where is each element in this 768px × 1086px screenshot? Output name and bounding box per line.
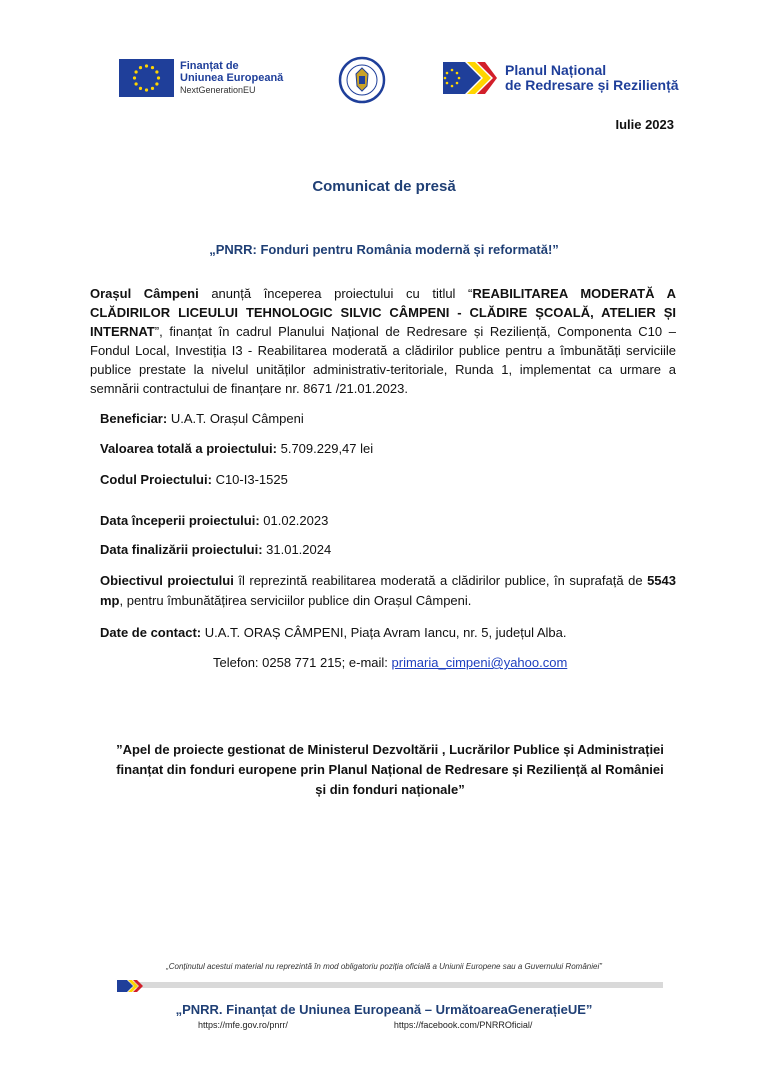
footer-link-facebook[interactable]: https://facebook.com/PNRROficial/ (393, 1020, 533, 1030)
contact-address: U.A.T. ORAȘ CÂMPENI, Piața Avram Iancu, nr. 5, județul Alba. (201, 625, 567, 640)
page-subtitle: „PNRR: Fonduri pentru România modernă și reformată!” (209, 242, 559, 257)
field-label: Beneficiar: (100, 411, 168, 426)
footer-link-mfe[interactable]: https://mfe.gov.ro/pnrr/ (198, 1020, 288, 1030)
field-cod (100, 471, 288, 489)
phone-line (213, 655, 567, 670)
eu-funding-logo (119, 59, 283, 97)
footer-slogan: „PNRR. Finanțat de Uniunea Europeană – UrmătoareaGenerațieUE” (175, 1002, 593, 1017)
pnrr-flag-icon (443, 62, 497, 94)
intro-town: Orașul Câmpeni (90, 286, 199, 301)
field-label: Valoarea totală a proiectului: (100, 441, 277, 456)
pnrr-logo-line2: de Redresare și Reziliență (505, 77, 679, 93)
intro-paragraph (90, 284, 676, 398)
field-label: Data începerii proiectului: (100, 513, 260, 528)
intro-text1: anunță începerea proiectului cu titlul “ (198, 286, 473, 301)
objective-text2: , pentru îmbunătățirea serviciilor publice din Orașul Câmpeni. (119, 593, 472, 608)
eu-logo-line3: NextGenerationEU (180, 85, 256, 95)
objective-text1: îl reprezintă reabilitarea moderată a clădirilor publice, în suprafață de (233, 573, 648, 588)
objective-paragraph (100, 571, 676, 611)
field-value: 5.709.229,47 lei (277, 441, 374, 456)
appeal-statement: ”Apel de proiecte gestionat de Ministerul Dezvoltării , Lucrărilor Publice și Administrației finanțat din fonduri europene prin Planul Național de Redresare și Reziliență al României și din fonduri naționale” (116, 742, 664, 797)
eu-flag-icon (119, 59, 174, 97)
field-label: Data finalizării proiectului: (100, 542, 263, 557)
footer-links (198, 1020, 532, 1030)
page-title: Comunicat de presă (312, 178, 456, 195)
email-link[interactable]: primaria_cimpeni@yahoo.com (391, 655, 568, 670)
document-date: Iulie 2023 (615, 117, 674, 132)
field-value: U.A.T. Orașul Câmpeni (167, 411, 304, 426)
field-start (100, 512, 328, 530)
intro-text2: ”, finanțat în cadrul Planului Național de Redresare și Reziliență, Componenta C10 – Fondul Local, Investiția I3 - Reabilitarea moderată a clădirilor publice pentru a îmbunătăți serviciile publice prestate la nivelul unităților administrativ-teritoriale, Runda 1, implementat ca urmare a semnării contractului de finanțare nr. 8671 /21.01.2023. (90, 324, 676, 396)
objective-area: 5543 mp (100, 573, 676, 608)
objective-label: Obiectivul proiectului (100, 573, 234, 588)
intro-project-title: REABILITAREA MODERATĂ A CLĂDIRILOR LICEULUI TEHNOLOGIC SILVIC CÂMPENI - CLĂDIRE ȘCOALĂ, ATELIER ȘI INTERNAT (90, 286, 676, 339)
field-valoare (100, 440, 373, 458)
eu-logo-line2: Uniunea Europeană (180, 72, 284, 84)
contact-label: Date de contact: (100, 625, 202, 640)
footer-disclaimer: „Conținutul acestui material nu reprezintă în mod obligatoriu poziția oficială a Uniunii Europene sau a Guvernului României” (166, 962, 602, 971)
field-beneficiar (100, 410, 304, 428)
romanian-government-seal-icon (338, 56, 386, 104)
contact-line (100, 625, 567, 640)
field-end (100, 541, 331, 559)
field-label: Codul Proiectului: (100, 472, 212, 487)
footer-flag-icon (117, 979, 143, 991)
footer-divider (119, 982, 663, 988)
field-value: 01.02.2023 (259, 513, 329, 528)
phone-text: Telefon: 0258 771 215; e-mail: (213, 655, 392, 670)
pnrr-logo (443, 62, 679, 94)
field-value: C10-I3-1525 (211, 472, 288, 487)
eu-logo-line1: Finanțat de (180, 60, 239, 72)
field-value: 31.01.2024 (262, 542, 332, 557)
pnrr-logo-line1: Planul Național (505, 62, 607, 78)
